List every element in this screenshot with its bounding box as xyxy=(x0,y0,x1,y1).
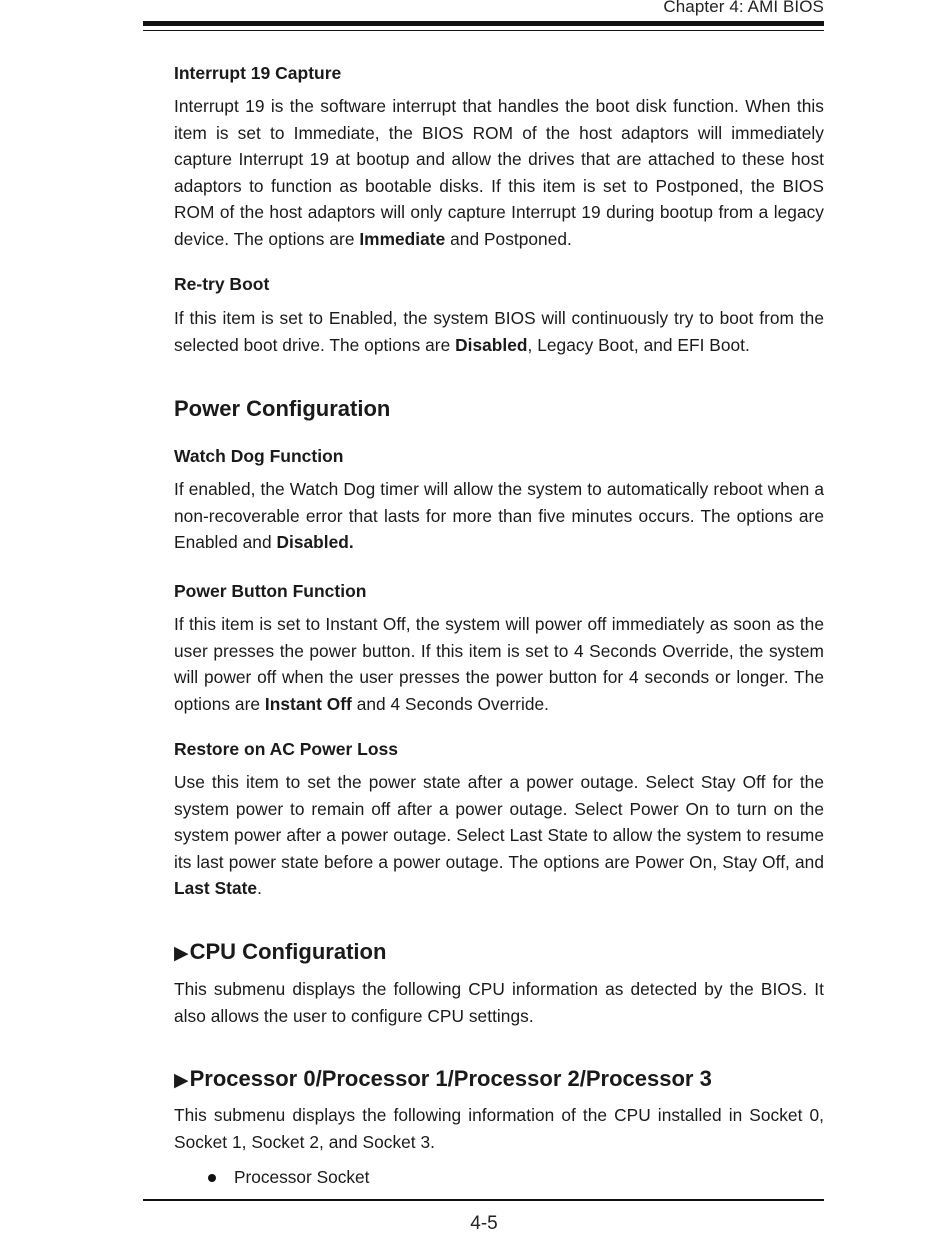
submenu-arrow-icon: ▶ xyxy=(174,943,189,964)
paragraph-restore-ac: Use this item to set the power state after a power outage. Select Stay Off for the system power to remain off after a power outage. Select Power On to turn on the system power after a power outage. Select Last State to allow the system to resume its last power state before a power outage. The options are Power On, Stay Off, and Last State. xyxy=(174,772,824,898)
paragraph-retry-boot: If this item is set to Enabled, the system BIOS will continuously try to boot from the selected boot drive. The options are Disabled, Legacy Boot, and EFI Boot. xyxy=(174,308,824,355)
chapter-heading-cpu-configuration: ▶CPU Configuration xyxy=(174,939,387,964)
footer-rule xyxy=(143,1199,824,1201)
chapter-heading-processors: ▶Processor 0/Processor 1/Processor 2/Processor 3 xyxy=(174,1066,712,1091)
header-rule-thick xyxy=(143,21,824,26)
chapter-heading-power-configuration: Power Configuration xyxy=(174,396,391,421)
paragraph-interrupt-19: Interrupt 19 is the software interrupt that handles the boot disk function. When this item is set to Immediate, the BIOS ROM of the host adaptors will immediately capture Interrupt 19 at bootup and allow the drives that are attached to these host adaptors to function as bootable disks. If this item is set to Postponed, the BIOS ROM of the host adaptors will only capture Interrupt 19 during bootup from a legacy device. The options are Immediate and Postponed. xyxy=(174,96,824,249)
paragraph-power-button: If this item is set to Instant Off, the system will power off immediately as soon as the user presses the power button. If this item is set to 4 Seconds Override, the system will power off when the user presses the power button for 4 seconds or longer. The options are Instant Off and 4 Seconds Override. xyxy=(174,614,824,714)
section-heading-restore-ac: Restore on AC Power Loss xyxy=(174,739,398,759)
submenu-arrow-icon: ▶ xyxy=(174,1070,189,1091)
bullet-icon xyxy=(208,1174,216,1182)
chapter-title: Chapter 4: AMI BIOS xyxy=(663,0,824,16)
paragraph-processors: This submenu displays the following information of the CPU installed in Socket 0, Socket 1, Socket 2, and Socket 3. xyxy=(174,1105,824,1152)
page-number: 4-5 xyxy=(470,1213,498,1234)
section-heading-power-button: Power Button Function xyxy=(174,581,367,601)
paragraph-cpu-configuration: This submenu displays the following CPU information as detected by the BIOS. It also allows the user to configure CPU settings. xyxy=(174,979,824,1026)
header-rule-thin xyxy=(143,30,824,31)
list-item-label: Processor Socket xyxy=(234,1167,370,1187)
section-heading-interrupt-19: Interrupt 19 Capture xyxy=(174,63,342,83)
section-heading-retry-boot: Re-try Boot xyxy=(174,274,270,294)
paragraph-watch-dog: If enabled, the Watch Dog timer will allow the system to automatically reboot when a non-recoverable error that lasts for more than five minutes occurs. The options are Enabled and Disabled. xyxy=(174,479,824,552)
section-heading-watch-dog: Watch Dog Function xyxy=(174,446,344,466)
